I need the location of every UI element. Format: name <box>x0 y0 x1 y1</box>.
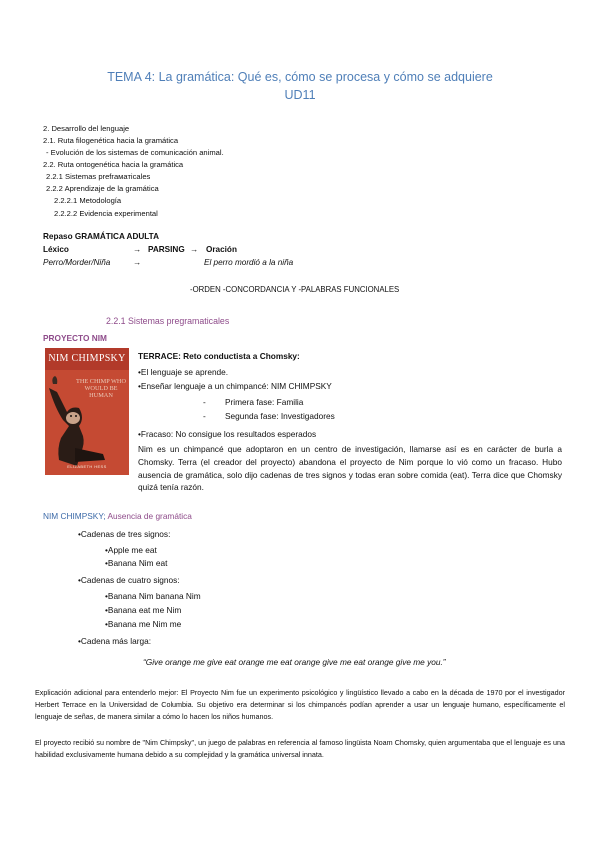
arrow-right-icon: → <box>133 245 142 254</box>
cadena-item: •Banana eat me Nim <box>105 605 182 615</box>
repaso-oracion: Oración <box>206 245 237 254</box>
proyecto-nim-label: PROYECTO NIM <box>43 333 107 343</box>
nim-paragraph: Nim es un chimpancé que adoptaron en un centro de investigación, llamarse así es en carácter de burla a Chomsky. Terra (el creador del proyecto) abandona el proyecto de Nim porque lo vió como un fracaso. Hubo ausencia de gramática, solo dijo cadenas de tres signos y todas eran sobre comida (eat). Terra dice que Chomsky quizá tenía razón. <box>138 444 562 493</box>
fase-dash: - <box>203 411 206 421</box>
bullet-fracaso: •Fracaso: No consigue los resultados esperados <box>138 429 317 439</box>
arrow-right-icon: → <box>190 245 199 254</box>
repaso-parsing: PARSING <box>148 245 185 254</box>
cadena-item: •Banana Nim banana Nim <box>105 591 201 601</box>
section-heading: 2.2.1 Sistemas pregramaticales <box>106 316 230 326</box>
book-title: NIM CHIMPSKY <box>45 348 129 370</box>
repaso-lexico: Léxico <box>43 245 69 254</box>
book-author: ELIZABETH HESS <box>67 464 107 469</box>
repaso-example-left: Perro/Morder/Niña <box>43 258 111 267</box>
toc-item-2: 2.1. Ruta filogenética hacia la gramática <box>43 136 179 145</box>
cadenas-cuatro-label: •Cadenas de cuatro signos: <box>78 575 180 585</box>
cadena-item: •Apple me eat <box>105 545 157 555</box>
bullet-aprende: •El lenguaje se aprende. <box>138 367 229 377</box>
nim-heading-name: NIM CHIMPSKY; <box>43 511 106 521</box>
toc-item-7: 2.2.2.1 Metodología <box>54 196 122 205</box>
footnote-nombre: El proyecto recibió su nombre de "Nim Chimpsky", un juego de palabras en referencia al famoso lingüista Noam Chomsky, quien argumentaba que el lenguaje es una habilidad exclusivamente humana debido a su complejidad y la gramática universal innata. <box>35 738 565 759</box>
toc-item-8: 2.2.2.2 Evidencia experimental <box>54 209 158 218</box>
book-subtitle: THE CHIMP WHO WOULD BE HUMAN <box>75 378 127 399</box>
repaso-heading: Repaso GRAMÁTICA ADULTA <box>43 232 159 241</box>
chimp-illustration <box>45 348 129 475</box>
orden-line: -ORDEN -CONCORDANCIA Y -PALABRAS FUNCIONALES <box>190 285 400 294</box>
toc-item-1: 2. Desarrollo del lenguaje <box>43 124 130 133</box>
cadena-larga-label: •Cadena más larga: <box>78 636 152 646</box>
fase-primera: Primera fase: Familia <box>225 397 304 407</box>
toc-item-3: - Evolución de los sistemas de comunicación animal. <box>46 148 224 157</box>
toc-item-4: 2.2. Ruta ontogenética hacia la gramática <box>43 160 184 169</box>
page-title: TEMA 4: La gramática: Qué es, cómo se procesa y cómo se adquiere <box>107 70 493 84</box>
book-cover-image <box>45 348 129 475</box>
repaso-example-right: El perro mordió a la niña <box>204 258 294 267</box>
terrace-line: TERRACE: Reto conductista a Chomsky: <box>138 351 300 361</box>
bullet-ensenar: •Enseñar lenguaje a un chimpancé: NIM CHIMPSKY <box>138 381 332 391</box>
nim-heading <box>43 511 192 521</box>
footnote-explicacion: Explicación adicional para entenderlo mejor: El Proyecto Nim fue un experimento psicológico y lingüístico llevado a cabo en la década de 1970 por el investigador Herbert Terrace en la Universidad de Columbia. Su objetivo era determinar si los chimpancés podían aprender a usar un lenguaje humano, específicamente el lenguaje de señas, de manera similar a cómo lo hacen los niños humanos. <box>35 688 565 721</box>
toc-item-5: 2.2.1 Sistemas prefraматicales <box>46 172 151 181</box>
cadena-larga-quote: “Give orange me give eat orange me eat orange give me eat orange give me you.” <box>143 657 446 667</box>
arrow-right-icon: → <box>133 258 142 267</box>
cadenas-tres-label: •Cadenas de tres signos: <box>78 529 171 539</box>
cadena-item: •Banana Nim eat <box>105 558 168 568</box>
page-subtitle: UD11 <box>284 88 316 102</box>
toc-item-6: 2.2.2 Aprendizaje de la gramática <box>46 184 159 193</box>
cadena-item: •Banana me Nim me <box>105 619 182 629</box>
fase-dash: - <box>203 397 206 407</box>
nim-heading-rest: Ausencia de gramática <box>105 511 192 521</box>
fase-segunda: Segunda fase: Investigadores <box>225 411 335 421</box>
